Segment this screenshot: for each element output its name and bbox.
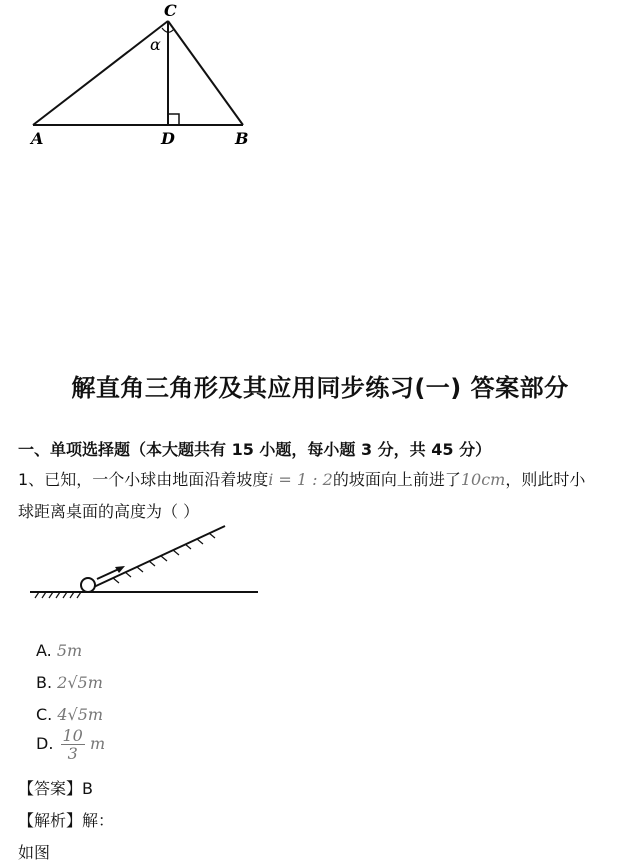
label-b: B xyxy=(235,129,249,148)
option-a xyxy=(36,641,82,660)
distance-value: 10cm xyxy=(460,470,506,489)
slope-diagram xyxy=(25,522,265,607)
label-c: C xyxy=(164,1,177,20)
slope-hatching xyxy=(113,533,215,583)
option-d-numerator: 10 xyxy=(62,726,83,745)
option-b-label: B. xyxy=(36,673,53,692)
option-d xyxy=(36,727,105,762)
option-a-value: 5m xyxy=(56,641,83,660)
side-ac xyxy=(33,21,168,125)
slope-ratio: i = 1 : 2 xyxy=(268,470,333,489)
option-d-unit: m xyxy=(89,734,106,753)
analysis-label: 【解析】 xyxy=(18,811,83,830)
right-angle-mark xyxy=(168,114,179,125)
triangle-diagram xyxy=(25,0,265,150)
question-text-part2: 的坡面向上前进了 xyxy=(332,470,461,489)
page-title: 解直角三角形及其应用同步练习(一) 答案部分 xyxy=(71,374,569,402)
option-c xyxy=(36,705,103,724)
question-text-part3: ，则此时小 xyxy=(505,470,586,489)
slope-line xyxy=(83,526,225,592)
answer-label: 【答案】 xyxy=(18,779,83,798)
question-line-1 xyxy=(18,470,585,490)
ball xyxy=(81,578,95,592)
as-shown-text: 如图 xyxy=(18,843,51,862)
option-d-denominator: 3 xyxy=(67,744,78,763)
label-d: D xyxy=(161,129,175,148)
option-c-value: 4√5m xyxy=(57,705,104,724)
question-number: 1、 xyxy=(18,470,45,489)
question-line-2: 球距离桌面的高度为（ ） xyxy=(18,502,200,521)
option-d-fraction xyxy=(61,727,85,762)
answer-line xyxy=(18,776,93,799)
analysis-line xyxy=(18,808,114,831)
side-cb xyxy=(168,21,243,125)
label-alpha: α xyxy=(150,35,161,54)
option-b-value: 2√5m xyxy=(57,673,103,692)
label-a: A xyxy=(31,129,44,148)
option-d-label: D. xyxy=(36,734,54,753)
analysis-value: 解： xyxy=(82,811,115,830)
question-text-part1: 已知，一个小球由地面沿着坡度 xyxy=(44,470,269,489)
option-a-label: A. xyxy=(36,641,52,660)
section-header: 一、单项选择题（本大题共有 15 小题，每小题 3 分，共 45 分） xyxy=(18,440,492,459)
option-c-label: C. xyxy=(36,705,53,724)
answer-value: B xyxy=(82,779,93,798)
option-b xyxy=(36,673,103,692)
